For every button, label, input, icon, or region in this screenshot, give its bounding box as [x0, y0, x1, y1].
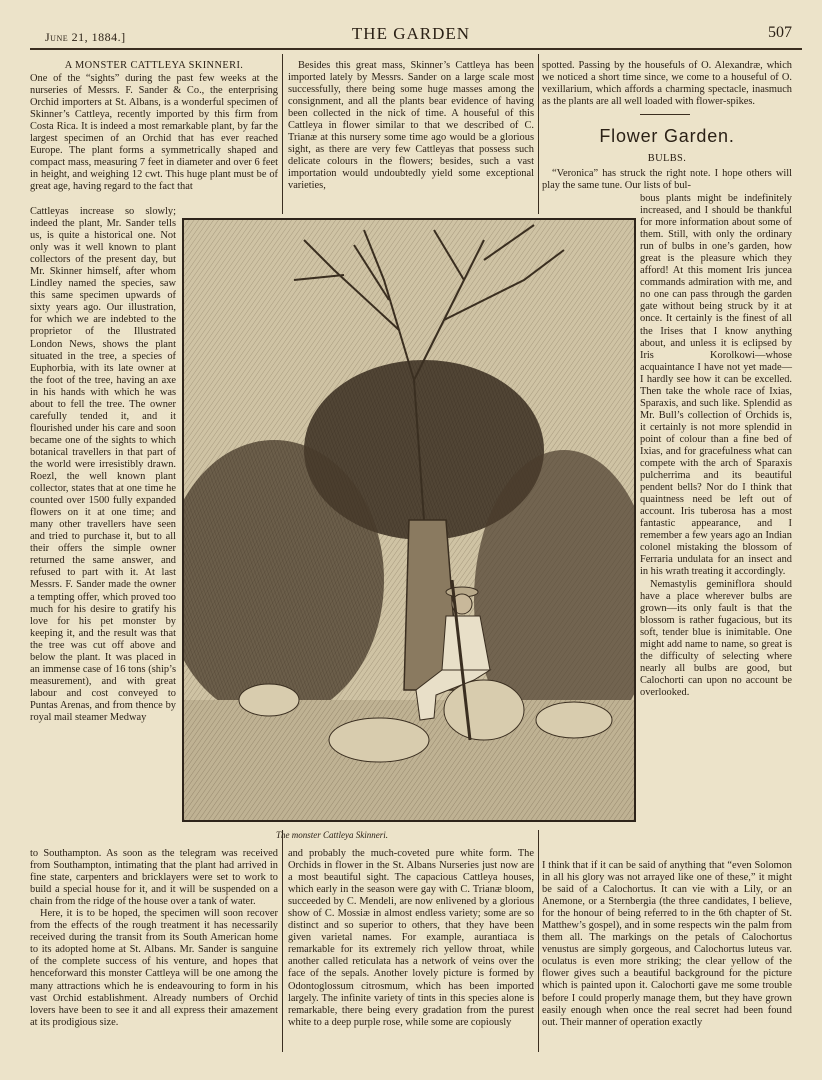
- column-rule-4: [538, 830, 539, 1052]
- article-paragraph: Here, it is to be hoped, the specimen will soon recover from the effects of the rough treatment it has necessarily received during the transit from its South American home to its adopted home at St. Albans. Mr. Sander is sanguine of the complete success of his venture, and hopes that henceforward this monster Cattleya will be one among the many attractions which he is endeavouring to form in his vast Orchid establishment. Already numbers of Orchid lovers have been to see it and all express their amazement at its prodigious size.: [30, 908, 278, 1028]
- article-col2-top: [288, 60, 534, 193]
- tree-illustration: [184, 220, 634, 820]
- section-title: Flower Garden.: [599, 126, 735, 146]
- article-paragraph: I think that if it can be said of anything that “even Solomon in all his glory was not arrayed like one of these,” it might be said of a Calochortus. It can vie with a Lily, or an Anemone, or a Sternbergia (the three candidates, I believe, for the honour of being referred to in the 6th chapter of St. Matthew’s gospel), and in some respects win the palm from them all. The markings on the petals of Calochortus venustus are simply gorgeous, and Calochortus luteus var. oculatus is even more striking; the clear yellow of the flower gives such a beautiful background for the picture which is painted upon it. Calochorti gave me some trouble before I could properly manage them, but they have grown easily enough when once the real secret had been found out. Their manner of operation exactly: [542, 860, 792, 1028]
- article-col1-top: [30, 60, 278, 194]
- article-paragraph: Cattleyas increase so slowly; indeed the plant, Mr. Sander tells us, is quite a historical one. Not only was it well known to plant collectors of the present day, but Mr. Skinner himself, after whom Lindley named the species, saw this same specimen upwards of sixty years ago. Our illustration, for which we are indebted to the proprietor of the Illustrated London News, shows the plant situated in the tree, a species of Euphorbia, with its late owner at the foot of the tree, having an axe in his hands with which he was about to fell the tree. The owner carefully tended it, and it flourished under his care and soon became one of the sights to which botanical travellers in that part of the world were irresistibly drawn. Roezl, the well known plant collector, states that at one time he counted over 1500 fully expanded flowers on it at one time; and many other travellers have seen and tried to purchase it, but to all their offers the simple owner returned the same answer, and refused to part with it. At last Messrs. F. Sander made the owner a tempting offer, which proved too much for his desire to gratify his love for his pet monster by keeping it, and the result was that the tree was cut off above and below the plant. It was placed in an immense case of 16 tons (ship’s measurement), and with great labour and cost conveyed to Puntas Arenas, and from thence by royal mail steamer Medway: [30, 206, 176, 723]
- flower-garden-col3-bottom: [542, 860, 792, 1029]
- column-rule-1: [282, 54, 283, 214]
- subheading: [542, 153, 792, 166]
- article-paragraph: “Veronica” has struck the right note. I hope others will play the same tune. Our lists of bul-: [542, 168, 792, 192]
- figure-caption: The monster Cattleya Skinneri.: [276, 830, 388, 840]
- column-rule-3: [282, 830, 283, 1052]
- article-paragraph: and probably the much-coveted pure white form. The Orchids in flower in the St. Albans Nurseries just now are a most beautiful sight. The capacious Cattleya houses, which early in the season were gay with C. Trianæ bloom, succeeded by C. Mendeli, are now enlivened by a glorious show of C. Mossiæ in almost endless variety; some are so distinct and so superior to others, that they have been given varietal names. For example, aurantiaca is remarkable for its extremely rich yellow throat, while another called reticulata has a network of veins over the face of the sepals. Another lovely picture is formed by Odontoglossum citrosmum, which has been imported largely. The infinite variety of tints in this species alone is remarkable, there being every gradation from the purest white to a deep purple rose, while some are copiously: [288, 848, 534, 1028]
- header-date: June 21, 1884.]: [45, 30, 126, 44]
- article-col1-bottom: [30, 848, 278, 1029]
- header-title: THE GARDEN: [351, 24, 471, 43]
- illustration-frame: [182, 218, 636, 822]
- flower-garden-intro: [542, 168, 792, 192]
- header-rule: [30, 48, 802, 50]
- article-paragraph: to Southampton. As soon as the telegram was received from Southampton, intimating that the plant had arrived in fine state, carpenters and bricklayers were set to work to build a special house for it, and it will be suspended on a chain from the ridge of the house over a tank of water.: [30, 848, 278, 908]
- article-col2-bottom: [288, 848, 534, 1029]
- article-paragraph: Besides this great mass, Skinner’s Cattleya has been imported lately by Messrs. Sander on a large scale most successfully, there being some huge masses among the consignment, and all the plants bear evidence of having been collected in the nick of time. A houseful of this Cattleya in flower similar to that we described of C. Trianæ at this nursery some time ago would be a glorious sight, as there are very few Cattleyas that possess such delicate colours in the flowers; besides, such a vast importation would undoubtedly yield some exceptional varieties,: [288, 60, 534, 192]
- article-paragraph: spotted. Passing by the housefuls of O. Alexandræ, which we noticed a short time since, we come to a houseful of O. vexillarium, which affords a charming spectacle, inasmuch as the plants are all well loaded with flower-spikes.: [542, 60, 792, 108]
- article-paragraph: bous plants might be indefinitely increased, and I should be thankful for more information about some of them. Still, with only the ordinary run of bulbs in one’s garden, how great is the pleasure which they afford! At this moment Iris juncea commands admiration with me, and no one can pass through the garden gate without being struck by it at once. It certainly is the finest of all the Irises that I know anything about, and unless it is eclipsed by Iris Korolkowi—whose acquaintance I have not yet made—I hardly see how it can be excelled. Then take the whole race of Ixias, Sparaxis, and such like. Splendid as Mr. Bull’s collection of Orchids is, it certainly is not more splendid in point of colour than a fine bed of Ixias, and for gracefulness what can compete with the arch of Sparaxis pulcherrima and its beautiful pendent bells? Nor do I think that quaintness need be left out of account. Iris tuberosa has a most fantastic appearance, and I remember a few years ago an Indian colonel mistaking the blossom of Ferraria undulata for an insect and in his wrath treating it accordingly.: [640, 193, 792, 578]
- article-col3-top: [542, 60, 792, 108]
- article-col1-narrow: [30, 206, 176, 724]
- page-number: 507: [768, 24, 792, 41]
- section-rule: [640, 114, 690, 115]
- column-rule-2: [538, 54, 539, 214]
- article-heading: A MONSTER CATTLEYA SKINNERI.: [64, 60, 244, 71]
- bulbs-heading: BULBS.: [647, 153, 687, 164]
- article-paragraph: One of the “sights” during the past few weeks at the nurseries of Messrs. F. Sander & Co., the enterprising Orchid importers at St. Albans, is a wonderful specimen of Skinner’s Cattleya, recently imported by this firm from Costa Rica. It is indeed a most remarkable plant, by far the largest specimen of an Orchid that has ever reached Europe. The plant forms a symmetrically shaped and compact mass, measuring 7 feet in diameter and over 6 feet in height, and weighing 12 cwt. This huge plant must be of great age, having regard to the fact that: [30, 73, 278, 193]
- flower-garden-narrow: [640, 193, 792, 699]
- article-paragraph: Nemastylis geminiflora should have a place wherever bulbs are grown—its only fault is that the blossom is rather fugacious, but its soft, tender blue is inimitable. One might add name to name, so great is the difficulty of selecting where nearly all bulbs are good, but Calochorti can upon no account be overlooked.: [640, 578, 792, 698]
